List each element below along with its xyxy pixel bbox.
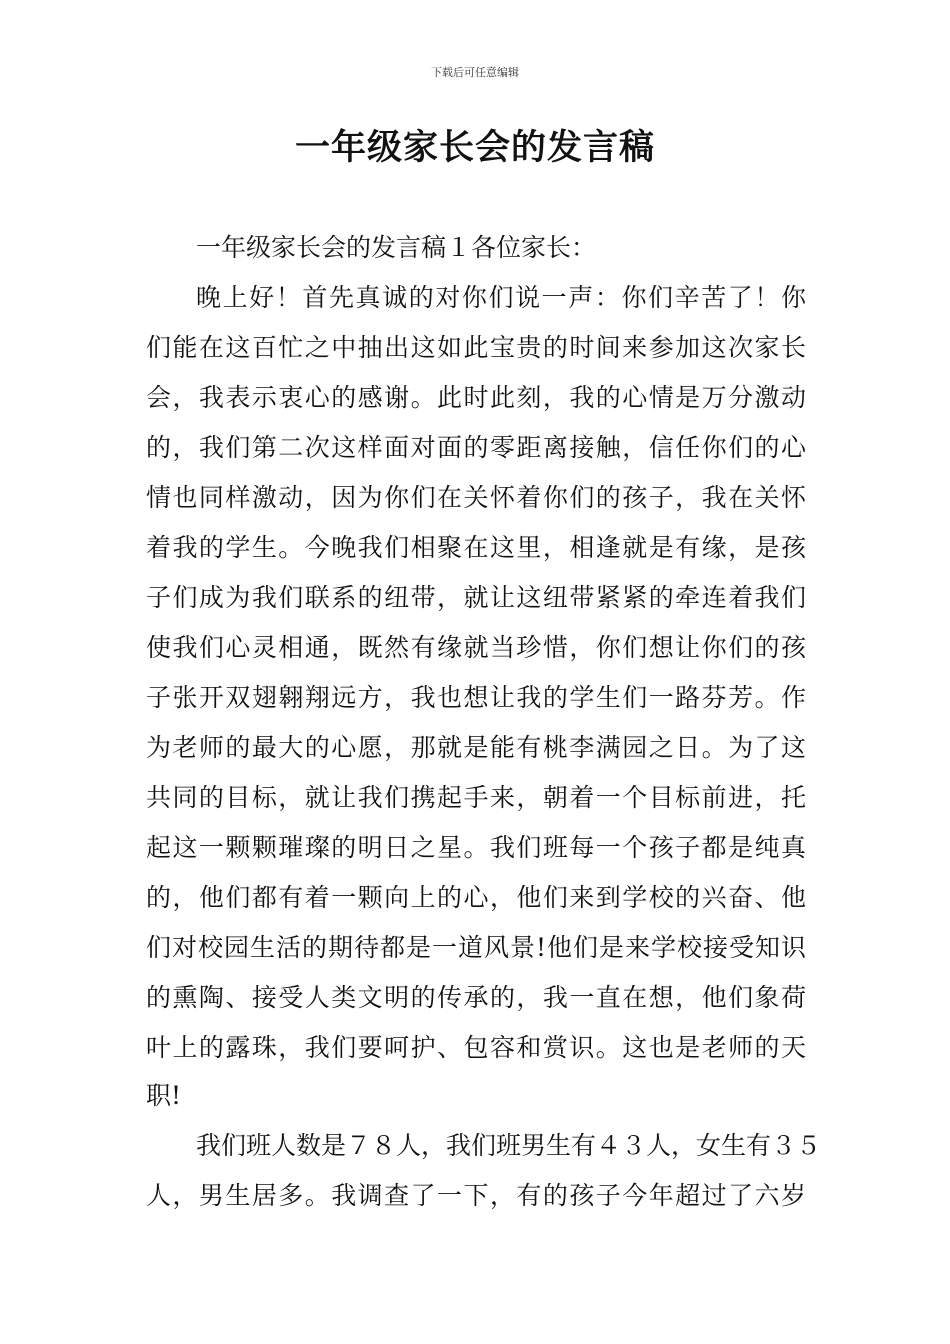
body-line: 子张开双翅翱翔远方，我也想让我的学生们一路芬芳。作 (146, 683, 806, 712)
body-line: 为老师的最大的心愿，那就是能有桃李满园之日。为了这 (146, 733, 806, 762)
body-line: 着我的学生。今晚我们相聚在这里，相逢就是有缘，是孩 (146, 533, 806, 562)
body-line: 职! (146, 1081, 182, 1110)
body-line: 一年级家长会的发言稿１各位家长： (196, 233, 597, 262)
body-line: 的，我们第二次这样面对面的零距离接触，信任你们的心 (146, 433, 806, 462)
body-line: 共同的目标，就让我们携起手来，朝着一个目标前进，托 (146, 783, 806, 812)
body-line: 叶上的露珠，我们要呵护、包容和赏识。这也是老师的天 (146, 1033, 806, 1062)
document-title: 一年级家长会的发言稿 (294, 128, 655, 168)
body-line: 的，他们都有着一颗向上的心，他们来到学校的兴奋、他 (146, 883, 806, 912)
page-header-note: 下载后可任意编辑 (431, 66, 519, 79)
body-line: 们能在这百忙之中抽出这如此宝贵的时间来参加这次家长 (146, 333, 806, 362)
body-line: 的熏陶、接受人类文明的传承的，我一直在想，他们象荷 (146, 983, 806, 1012)
body-line: 人，男生居多。我调查了一下，有的孩子今年超过了六岁 (146, 1181, 806, 1210)
body-line: 情也同样激动，因为你们在关怀着你们的孩子，我在关怀 (146, 483, 806, 512)
body-line: 使我们心灵相通，既然有缘就当珍惜，你们想让你们的孩 (146, 633, 806, 662)
body-line: 晚上好！首先真诚的对你们说一声：你们辛苦了！你 (196, 283, 806, 312)
body-line: 会，我表示衷心的感谢。此时此刻，我的心情是万分激动 (146, 383, 806, 412)
body-line: 们对校园生活的期待都是一道风景!他们是来学校接受知识 (146, 933, 806, 962)
body-line: 我们班人数是７８人，我们班男生有４３人，女生有３５ (196, 1131, 822, 1160)
body-line: 起这一颗颗璀璨的明日之星。我们班每一个孩子都是纯真 (146, 833, 806, 862)
body-line: 子们成为我们联系的纽带，就让这纽带紧紧的牵连着我们 (146, 583, 806, 612)
